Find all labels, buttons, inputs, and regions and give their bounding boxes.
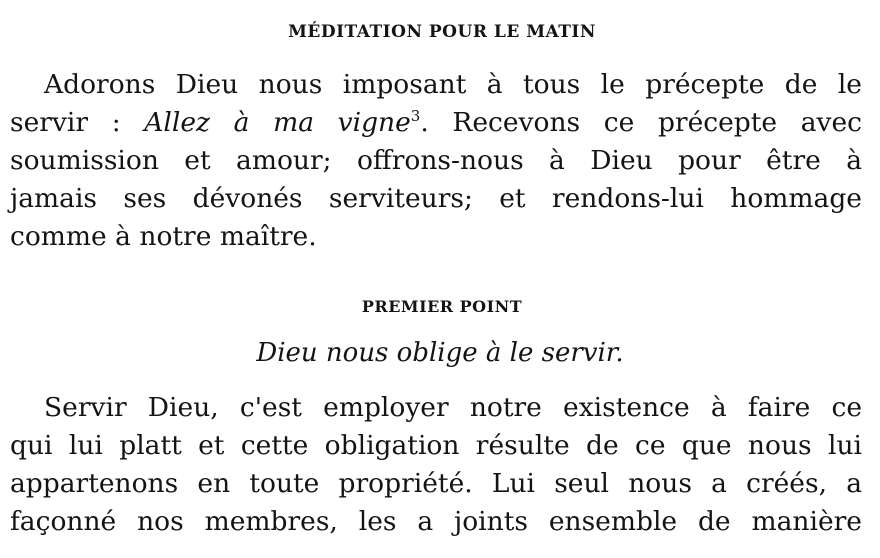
italic-quote: Allez à ma vigne: [144, 107, 411, 138]
section-subtitle: Dieu nous oblige à le servir.: [256, 338, 624, 368]
section-heading: PREMIER POINT: [361, 297, 523, 316]
text-line: Servir Dieu, c'est employer notre existence à faire ce: [44, 392, 862, 423]
text-fragment: servir :: [10, 107, 145, 138]
text-line: qui lui platt et cette obligation résulte de ce que nous lui: [10, 430, 862, 461]
text-line: façonné nos membres, les a joints ensemble de manière: [10, 506, 862, 537]
text-line: comme à notre maître.: [10, 221, 317, 252]
text-line: jamais ses dévonés serviteurs; et rendons-lui hommage: [10, 183, 862, 214]
text-line: appartenons en toute propriété. Lui seul nous a créés, a: [10, 468, 862, 499]
page-heading: MÉDITATION POUR LE MATIN: [288, 22, 596, 42]
text-line: Adorons Dieu nous imposant à tous le précepte de le: [44, 69, 862, 100]
footnote-marker: 3: [410, 107, 421, 126]
text-line: soumission et amour; offrons-nous à Dieu pour être à: [10, 145, 862, 176]
body-paragraph: [10, 389, 862, 541]
text-fragment: . Recevons ce précepte avec: [420, 107, 863, 138]
text-line: [10, 104, 862, 142]
intro-paragraph: [10, 66, 862, 256]
